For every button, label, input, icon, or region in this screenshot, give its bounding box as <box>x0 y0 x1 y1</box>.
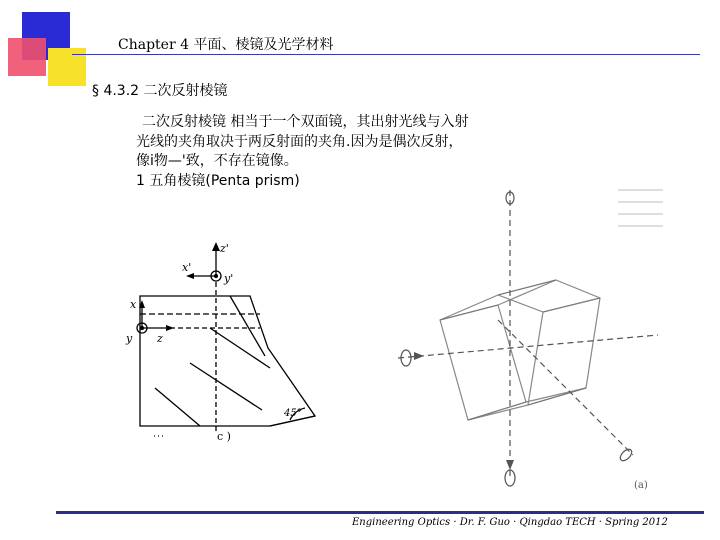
chapter-title: Chapter 4 平面、棱镜及光学材料 <box>118 37 334 53</box>
label-angle: 45° <box>284 408 302 419</box>
footer-divider <box>56 511 704 514</box>
title-divider <box>72 54 700 55</box>
body-line: 1 五角棱镜(Penta prism) <box>136 172 300 189</box>
body-line: 像i物—'致，不存在镜像。 <box>136 153 298 169</box>
label-panel-a: (a) <box>634 480 648 491</box>
penta-prism-3d-figure <box>378 170 668 500</box>
footer-text: Engineering Optics · Dr. F. Guo · Qingdao TECH · Spring 2012 <box>352 517 668 528</box>
label-z: z <box>157 332 163 345</box>
body-line: 二次反射棱镜 相当于一个双面镜，其出射光线与入射 <box>142 114 469 130</box>
label-y: y <box>126 332 133 345</box>
penta-prism-section-figure <box>110 238 335 448</box>
label-panel-c: c ) <box>217 430 231 443</box>
section-heading: § 4.3.2 二次反射棱镜 <box>92 83 228 99</box>
body-line: 光线的夹角取决于两反射面的夹角.因为是偶次反射， <box>136 133 463 150</box>
label-z-prime: z' <box>220 242 229 255</box>
decor-square-red <box>8 38 46 76</box>
label-x: x <box>130 298 137 311</box>
prism-outline <box>140 296 315 426</box>
label-y-prime: y' <box>224 272 234 285</box>
label-x-prime: x' <box>182 261 192 274</box>
